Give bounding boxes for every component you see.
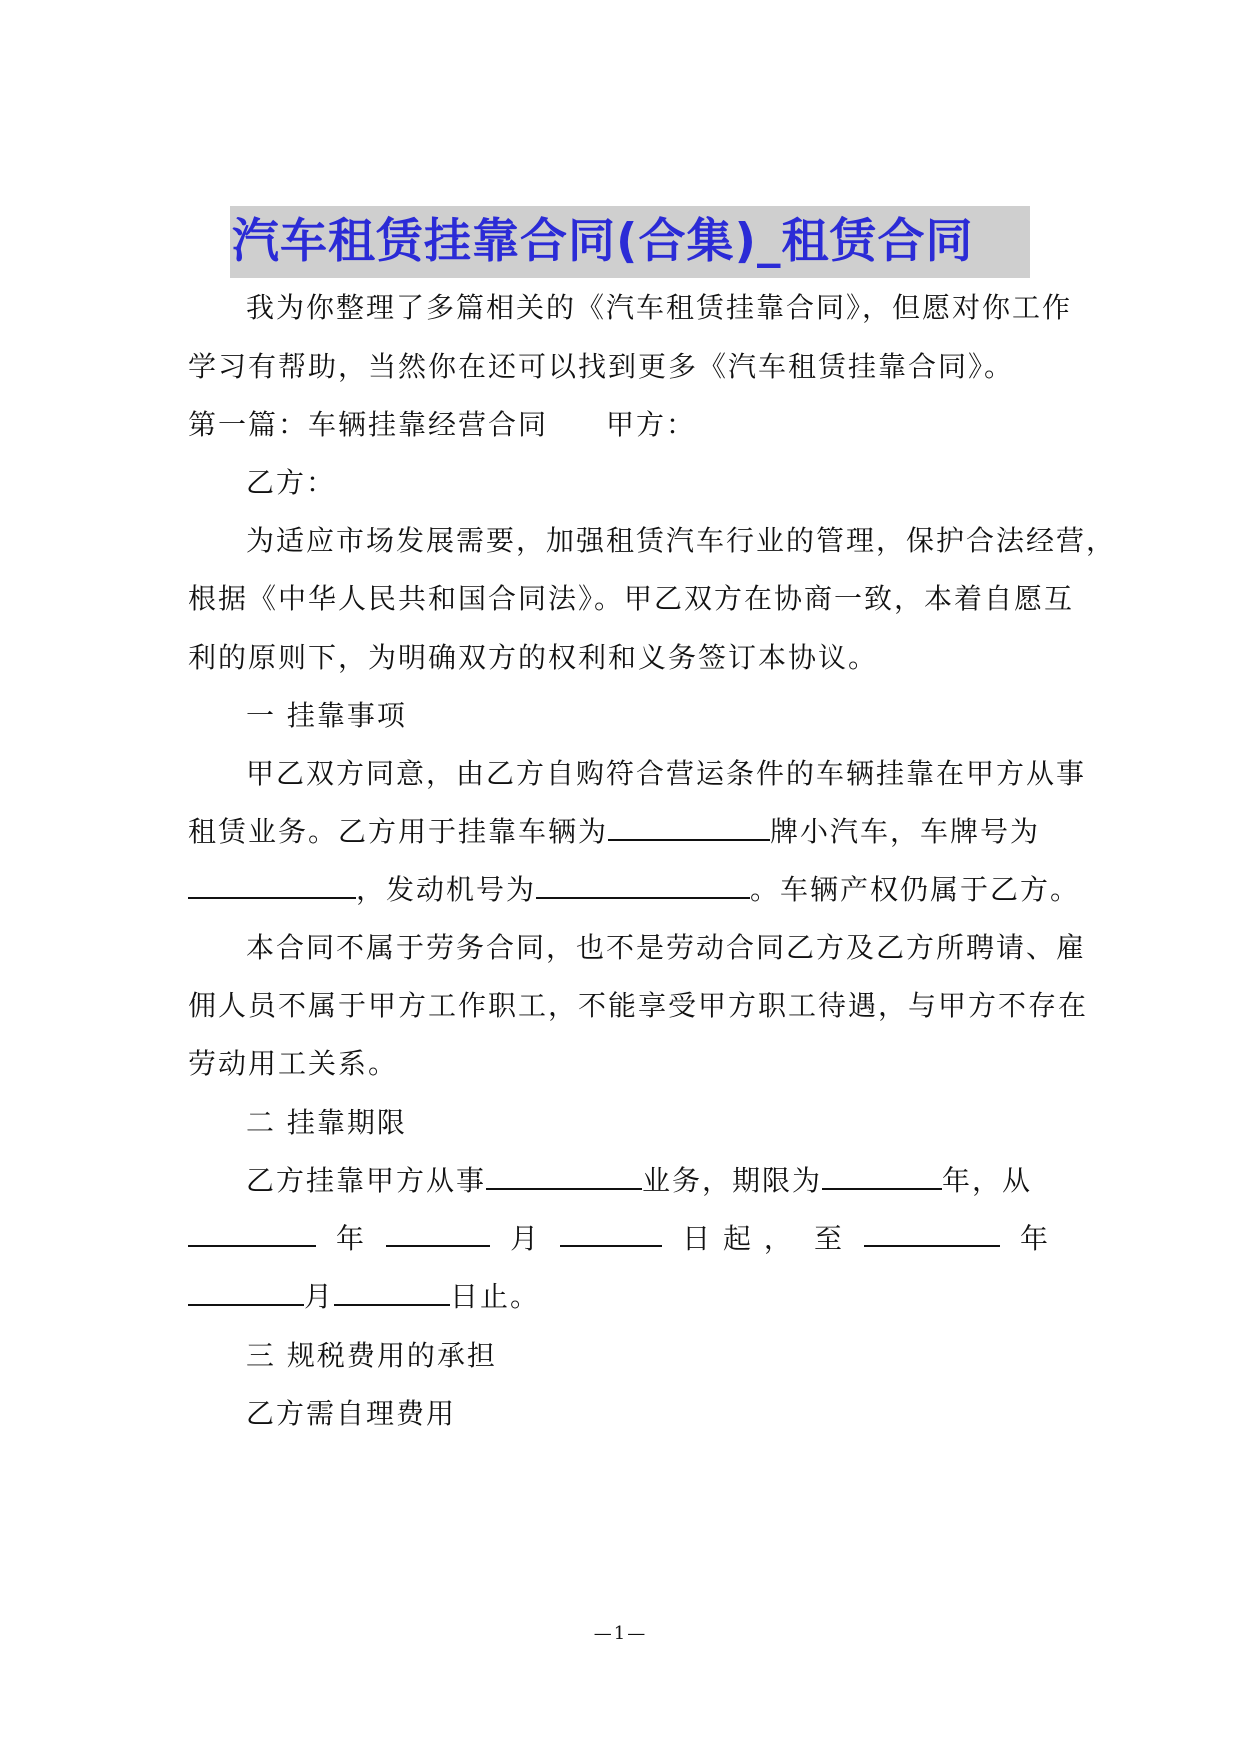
item1-p1-line-2-start: 租赁业务。乙方用于挂靠车辆为 — [188, 815, 609, 848]
page-number: —1— — [593, 1623, 648, 1644]
item1-p1-line-3 — [188, 870, 1081, 910]
plate-number-blank[interactable] — [188, 871, 356, 899]
party-a-label: 甲方： — [606, 408, 697, 441]
document-title: 汽车租赁挂靠合同(合集)_租赁合同 — [232, 214, 974, 269]
start-year-label: 年 — [336, 1222, 367, 1255]
item1-p1-line-1: 甲乙双方同意，由乙方自购符合营运条件的车辆挂靠在甲方从事 — [246, 757, 1087, 790]
end-month-blank[interactable] — [188, 1278, 304, 1306]
start-day-label: 日 起 ， — [682, 1222, 794, 1255]
item1-p1-line-3-end: 。车辆产权仍属于乙方。 — [750, 873, 1081, 906]
preamble-line-1: 为适应市场发展需要，加强租赁汽车行业的管理，保护合法经营， — [246, 524, 1117, 557]
section-heading — [188, 405, 1058, 445]
end-month-label: 月 — [304, 1280, 335, 1313]
end-day-label: 日止。 — [450, 1280, 541, 1313]
party-b-label: 乙方： — [246, 466, 337, 499]
item2-line-1 — [246, 1161, 1116, 1201]
intro-line-1: 我为你整理了多篇相关的《汽车租赁挂靠合同》，但愿对你工作 — [246, 291, 1073, 324]
item1-p2-line-2: 佣人员不属于甲方工作职工，不能享受甲方职工待遇，与甲方不存在 — [188, 989, 1089, 1022]
section-heading-title: 第一篇：车辆挂靠经营合同 — [188, 408, 549, 441]
vehicle-brand-blank[interactable] — [608, 813, 770, 841]
item2-line-1-start: 乙方挂靠甲方从事 — [246, 1164, 487, 1197]
term-years-blank[interactable] — [822, 1162, 942, 1190]
to-label: 至 — [813, 1222, 844, 1255]
intro-line-2: 学习有帮助，当然你在还可以找到更多《汽车租赁挂靠合同》。 — [188, 350, 1015, 383]
item2-line-2 — [188, 1219, 1050, 1259]
engine-number-blank[interactable] — [536, 871, 750, 899]
item1-p2-line-3: 劳动用工关系。 — [188, 1047, 399, 1080]
item2-heading: 二 挂靠期限 — [246, 1106, 407, 1139]
item1-p1-line-2-end: 牌小汽车，车牌号为 — [770, 815, 1041, 848]
preamble-line-2: 根据《中华人民共和国合同法》。甲乙双方在协商一致，本着自愿互 — [188, 582, 1075, 615]
item2-line-1-end: 年，从 — [942, 1164, 1033, 1197]
start-year-blank[interactable] — [188, 1219, 316, 1247]
end-year-blank[interactable] — [864, 1219, 1000, 1247]
start-month-blank[interactable] — [386, 1219, 490, 1247]
item1-p1-line-2 — [188, 812, 1058, 852]
start-day-blank[interactable] — [560, 1219, 662, 1247]
item3-line-1: 乙方需自理费用 — [246, 1397, 457, 1430]
item1-heading: 一 挂靠事项 — [246, 699, 407, 732]
preamble-line-3: 利的原则下，为明确双方的权利和义务签订本协议。 — [188, 641, 879, 674]
item3-heading: 三 规税费用的承担 — [246, 1339, 497, 1372]
item2-line-3 — [188, 1277, 1058, 1317]
end-day-blank[interactable] — [334, 1278, 450, 1306]
end-year-label: 年 — [1019, 1222, 1050, 1255]
business-type-blank[interactable] — [486, 1162, 642, 1190]
term-label: 业务，期限为 — [642, 1164, 823, 1197]
item1-p2-line-1: 本合同不属于劳务合同，也不是劳动合同乙方及乙方所聘请、雇 — [246, 931, 1087, 964]
start-month-label: 月 — [510, 1222, 541, 1255]
engine-number-label: ，发动机号为 — [356, 873, 537, 906]
